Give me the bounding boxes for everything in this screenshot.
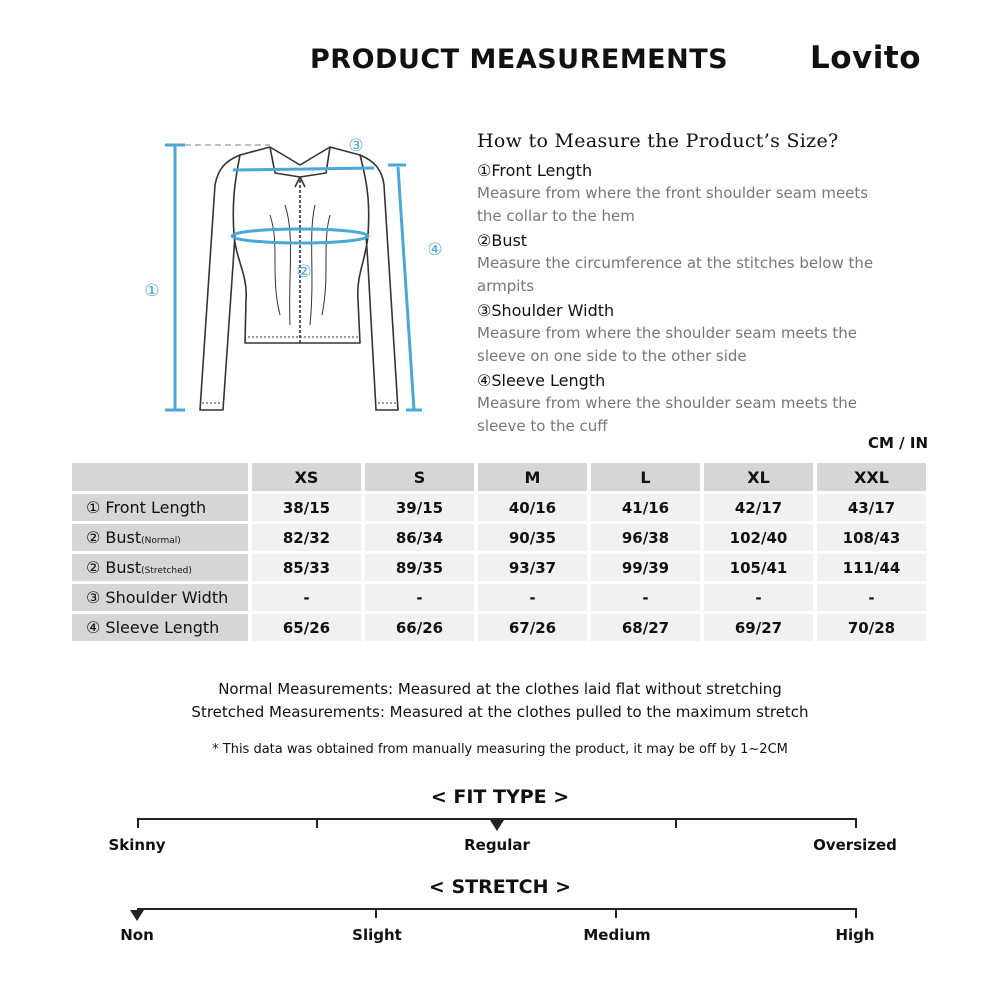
stretch-label-slight: Slight bbox=[352, 926, 402, 944]
table-cell: 85/33 bbox=[252, 554, 361, 581]
size-header: M bbox=[478, 463, 587, 491]
table-row bbox=[72, 494, 926, 521]
table-row bbox=[72, 584, 926, 611]
table-row bbox=[72, 554, 926, 581]
disclaimer: * This data was obtained from manually measuring the product, it may be off by 1~2CM bbox=[212, 742, 788, 757]
table-cell: 67/26 bbox=[478, 614, 587, 641]
collar-left bbox=[270, 147, 300, 187]
stretch-title: < STRETCH > bbox=[428, 876, 572, 898]
stretch-label-non: Non bbox=[120, 926, 154, 944]
table-cell: 40/16 bbox=[478, 494, 587, 521]
brand-logo: Lovito bbox=[810, 40, 922, 76]
marker-sleeve-length: ④ bbox=[427, 240, 443, 260]
table-cell: 99/39 bbox=[591, 554, 700, 581]
fit-type-marker bbox=[490, 820, 504, 831]
table-cell: - bbox=[478, 584, 587, 611]
table-cell: 68/27 bbox=[591, 614, 700, 641]
howto-item-name: ③Shoulder Width bbox=[477, 301, 615, 320]
fit-label-oversized: Oversized bbox=[813, 836, 897, 854]
howto-item bbox=[477, 370, 897, 438]
size-header: XXL bbox=[817, 463, 926, 491]
table-cell: - bbox=[817, 584, 926, 611]
unit-label: CM / IN bbox=[868, 434, 928, 452]
table-cell: 69/27 bbox=[704, 614, 813, 641]
table-cell: 96/38 bbox=[591, 524, 700, 551]
stretch-marker bbox=[130, 910, 144, 921]
table-cell: 102/40 bbox=[704, 524, 813, 551]
table-row bbox=[72, 524, 926, 551]
table-cell: - bbox=[704, 584, 813, 611]
shoulder-width-line bbox=[233, 168, 374, 170]
page-title: PRODUCT MEASUREMENTS bbox=[310, 44, 729, 75]
stretch-label-high: High bbox=[835, 926, 875, 944]
howto-item-name: ②Bust bbox=[477, 231, 528, 250]
table-cell: 70/28 bbox=[817, 614, 926, 641]
table-cell: 111/44 bbox=[817, 554, 926, 581]
note-normal: Normal Measurements: Measured at the clothes laid flat without stretching bbox=[218, 680, 782, 698]
howto-item-desc: Measure from where the shoulder seam meets the sleeve on one side to the other side bbox=[477, 324, 858, 365]
howto-item-desc: Measure from where the front shoulder seam meets the collar to the hem bbox=[477, 184, 869, 225]
howto-item-name: ④Sleeve Length bbox=[477, 371, 606, 390]
table-cell: 66/26 bbox=[365, 614, 474, 641]
marker-bust: ② bbox=[296, 262, 312, 282]
fit-type-scale bbox=[137, 818, 857, 830]
size-header: L bbox=[591, 463, 700, 491]
note-stretched: Stretched Measurements: Measured at the clothes pulled to the maximum stretch bbox=[191, 703, 809, 721]
table-cell: 38/15 bbox=[252, 494, 361, 521]
stretch-scale bbox=[137, 908, 857, 920]
howto-title: How to Measure the Product’s Size? bbox=[477, 130, 839, 152]
size-header: S bbox=[365, 463, 474, 491]
fit-label-regular: Regular bbox=[464, 836, 530, 854]
table-cell: - bbox=[365, 584, 474, 611]
sleeve-length-line bbox=[398, 167, 414, 410]
table-cell: 90/35 bbox=[478, 524, 587, 551]
how-to-measure bbox=[477, 130, 897, 440]
marker-front-length: ① bbox=[144, 281, 160, 301]
table-cell: 43/17 bbox=[817, 494, 926, 521]
table-cell: 42/17 bbox=[704, 494, 813, 521]
table-cell: 65/26 bbox=[252, 614, 361, 641]
row-label: ② Bust(Normal) bbox=[72, 524, 248, 551]
fit-type-title: < FIT TYPE > bbox=[430, 786, 570, 808]
table-cell: - bbox=[591, 584, 700, 611]
table-cell: 105/41 bbox=[704, 554, 813, 581]
table-cell: 82/32 bbox=[252, 524, 361, 551]
howto-item bbox=[477, 230, 897, 298]
size-header: XS bbox=[252, 463, 361, 491]
fit-label-skinny: Skinny bbox=[108, 836, 166, 854]
collar-right bbox=[300, 147, 330, 187]
table-cell: 108/43 bbox=[817, 524, 926, 551]
table-cell: 89/35 bbox=[365, 554, 474, 581]
right-sleeve bbox=[360, 155, 398, 410]
row-label: ② Bust(Stretched) bbox=[72, 554, 248, 581]
measurement-notes bbox=[0, 678, 1000, 724]
table-row bbox=[72, 614, 926, 641]
size-table bbox=[68, 460, 930, 644]
stretch-label-medium: Medium bbox=[583, 926, 651, 944]
jacket-illustration bbox=[130, 125, 460, 425]
size-header: XL bbox=[704, 463, 813, 491]
table-cell: 41/16 bbox=[591, 494, 700, 521]
marker-shoulder-width: ③ bbox=[348, 136, 364, 156]
table-cell: 39/15 bbox=[365, 494, 474, 521]
table-corner bbox=[72, 463, 248, 491]
howto-item-desc: Measure the circumference at the stitches below the armpits bbox=[477, 254, 874, 295]
table-cell: 93/37 bbox=[478, 554, 587, 581]
row-label: ① Front Length bbox=[72, 494, 248, 521]
howto-item bbox=[477, 300, 897, 368]
table-cell: - bbox=[252, 584, 361, 611]
row-label: ④ Sleeve Length bbox=[72, 614, 248, 641]
table-cell: 86/34 bbox=[365, 524, 474, 551]
howto-item-name: ①Front Length bbox=[477, 161, 593, 180]
howto-item-desc: Measure from where the shoulder seam meets the sleeve to the cuff bbox=[477, 394, 858, 435]
howto-item bbox=[477, 160, 897, 228]
row-label: ③ Shoulder Width bbox=[72, 584, 248, 611]
table-header-row bbox=[72, 463, 926, 491]
